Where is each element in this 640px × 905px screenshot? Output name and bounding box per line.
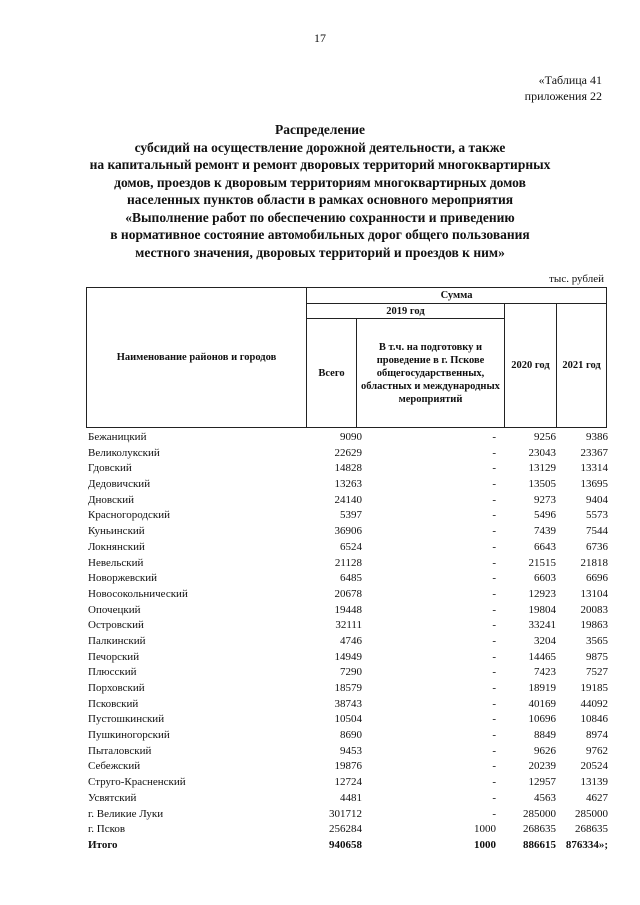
row-2021: 876334»; — [565, 838, 608, 851]
row-2020: 3204 — [534, 634, 556, 647]
row-2020: 6603 — [534, 572, 556, 585]
row-incl: - — [492, 556, 496, 569]
row-name: Дедовичский — [88, 478, 151, 491]
row-incl: - — [492, 634, 496, 647]
row-total: 13263 — [334, 478, 362, 491]
row-2021: 6696 — [586, 572, 608, 585]
row-2020: 5496 — [534, 509, 556, 522]
title-line: субсидий на осуществление дорожной деятельности, а также — [134, 139, 506, 155]
table-row — [88, 477, 608, 493]
row-total: 22629 — [334, 446, 362, 459]
row-name: Псковский — [88, 697, 139, 710]
row-name: Красногородский — [88, 509, 171, 522]
row-name: Новосокольнический — [88, 587, 188, 600]
row-name: Себежский — [88, 760, 141, 773]
header-total: Всего — [307, 319, 357, 428]
table-row — [88, 728, 608, 744]
row-2020: 9626 — [534, 744, 556, 757]
row-incl: - — [492, 509, 496, 522]
row-total: 38743 — [334, 697, 362, 710]
table-row — [88, 618, 608, 634]
table-row — [88, 822, 608, 838]
row-2021: 13104 — [580, 587, 608, 600]
row-2020: 8849 — [534, 729, 556, 742]
table-row — [88, 587, 608, 603]
row-incl: - — [492, 682, 496, 694]
row-2021: 4627 — [586, 791, 608, 804]
row-total: 19448 — [334, 603, 362, 616]
row-incl: - — [492, 760, 496, 773]
row-incl: - — [492, 540, 496, 553]
row-2021: 6736 — [586, 540, 608, 553]
header-2020: 2020 год — [505, 304, 557, 428]
table-row — [88, 461, 608, 477]
table-reference — [525, 72, 602, 104]
header-name: Наименование районов и городов — [87, 288, 307, 428]
row-total: 14828 — [334, 462, 362, 475]
row-2020: 23043 — [528, 446, 556, 459]
table-row — [88, 524, 608, 540]
row-2021: 20083 — [580, 603, 608, 616]
row-incl: - — [492, 603, 496, 616]
title-line: Распределение — [274, 122, 366, 137]
row-2021: 9404 — [586, 493, 608, 506]
row-2021: 5573 — [586, 509, 608, 522]
row-2021: 9762 — [586, 744, 608, 757]
row-incl: - — [492, 462, 496, 475]
row-name: Невельский — [88, 556, 144, 569]
row-incl: - — [492, 525, 496, 538]
row-total: 36906 — [334, 525, 362, 538]
row-total: 19876 — [334, 760, 362, 773]
row-2021: 13695 — [580, 478, 608, 491]
title-line: населенных пунктов области в рамках основного мероприятия — [126, 192, 514, 207]
row-2020: 285000 — [523, 807, 556, 820]
row-total: 256284 — [329, 823, 362, 836]
row-name: Бежаницкий — [88, 431, 147, 443]
row-incl: - — [492, 572, 496, 585]
table-row — [88, 712, 608, 728]
row-name: Опочецкий — [88, 603, 141, 616]
total-row — [88, 838, 608, 854]
row-2021: 268635 — [575, 823, 608, 836]
table-row — [88, 775, 608, 791]
row-incl: - — [492, 431, 496, 443]
table-ref-line-1: «Таблица 41 — [538, 73, 602, 87]
row-2021: 285000 — [575, 807, 608, 820]
header-incl: В т.ч. на подготовку и проведение в г. Пскове общегосударственных, областных и международных мероприятий — [357, 319, 505, 428]
row-2020: 9256 — [534, 431, 556, 443]
header-2019: 2019 год — [307, 304, 505, 319]
row-2021: 19185 — [580, 682, 608, 694]
row-total: 18579 — [334, 682, 362, 694]
row-incl: - — [492, 666, 496, 679]
row-2020: 40169 — [528, 697, 556, 710]
row-incl: - — [492, 493, 496, 506]
row-2020: 10696 — [528, 713, 556, 726]
row-total: 940658 — [329, 838, 362, 851]
row-total: 9453 — [340, 744, 362, 757]
row-total: 5397 — [340, 509, 362, 522]
row-2021: 3565 — [586, 634, 608, 647]
row-name: Великолукский — [88, 446, 160, 459]
row-name: Куньинский — [88, 525, 145, 538]
row-name: Усвятский — [88, 791, 137, 804]
row-total: 4481 — [340, 791, 362, 804]
row-incl: - — [492, 776, 496, 789]
row-total: 21128 — [334, 556, 362, 569]
row-total: 12724 — [334, 776, 362, 789]
row-total: 9090 — [340, 431, 362, 443]
row-2021: 8974 — [586, 729, 608, 742]
row-incl: - — [492, 807, 496, 820]
row-2021: 13314 — [580, 462, 608, 475]
row-2021: 23367 — [580, 446, 608, 459]
row-2021: 19863 — [580, 619, 608, 632]
row-incl: - — [492, 744, 496, 757]
row-incl: - — [492, 478, 496, 491]
row-incl: - — [492, 713, 496, 726]
row-total: 14949 — [334, 650, 362, 663]
row-incl: - — [492, 650, 496, 663]
table-row — [88, 556, 608, 572]
row-name: Пушкиногорский — [88, 729, 170, 742]
row-2020: 14465 — [528, 650, 556, 663]
row-incl: 1000 — [474, 823, 496, 836]
page-number: 17 — [314, 31, 326, 45]
row-incl: 1000 — [474, 838, 496, 851]
row-2020: 13505 — [528, 478, 556, 491]
row-incl: - — [492, 729, 496, 742]
row-2021: 44092 — [580, 697, 608, 710]
row-2020: 268635 — [523, 823, 556, 836]
title-line: на капитальный ремонт и ремонт дворовых территорий многоквартирных — [89, 157, 551, 172]
row-2020: 7439 — [534, 525, 556, 538]
row-2021: 9875 — [586, 650, 608, 663]
row-total: 8690 — [340, 729, 362, 742]
row-2020: 20239 — [528, 760, 556, 773]
row-name: Локнянский — [88, 540, 145, 553]
row-2020: 4563 — [534, 791, 556, 804]
row-name: Новоржевский — [88, 572, 158, 585]
row-name: г. Псков — [88, 823, 126, 836]
table-row — [88, 493, 608, 509]
row-2020: 9273 — [534, 493, 556, 506]
table-row — [88, 634, 608, 650]
row-2021: 9386 — [586, 431, 608, 443]
table-row — [88, 446, 608, 462]
table-row — [88, 744, 608, 760]
row-2020: 13129 — [528, 462, 556, 475]
table-header — [86, 287, 607, 428]
title-line: в нормативное состояние автомобильных дорог общего пользования — [110, 227, 530, 242]
title-line: домов, проездов к дворовым территориям многоквартирных домов — [114, 174, 526, 190]
table-row — [88, 540, 608, 556]
row-name: г. Великие Луки — [88, 807, 164, 820]
unit-label: тыс. рублей — [549, 273, 604, 285]
row-incl: - — [492, 446, 496, 459]
row-total: 7290 — [340, 666, 362, 679]
row-2021: 13139 — [580, 776, 608, 789]
row-2020: 6643 — [534, 540, 556, 553]
row-2021: 10846 — [580, 713, 608, 726]
row-2020: 12923 — [528, 587, 556, 600]
row-name: Палкинский — [88, 634, 146, 647]
title-line: «Выполнение работ по обеспечению сохранности и приведению — [125, 209, 515, 225]
row-2020: 7423 — [534, 666, 556, 679]
table-row — [88, 759, 608, 775]
table-row — [88, 508, 608, 524]
row-total: 10504 — [334, 713, 362, 726]
row-incl: - — [492, 697, 496, 710]
table-row — [88, 650, 608, 666]
row-name: Островский — [88, 619, 144, 632]
table-row — [88, 571, 608, 587]
table-row — [88, 807, 608, 823]
table-row — [88, 697, 608, 713]
document-title — [0, 121, 640, 261]
row-2021: 21818 — [580, 556, 608, 569]
row-total: 32111 — [335, 619, 362, 632]
row-name: Пыталовский — [88, 744, 152, 757]
row-2021: 20524 — [580, 760, 608, 773]
row-total: 6524 — [340, 540, 362, 553]
row-total: 6485 — [340, 572, 362, 585]
title-line: местного значения, дворовых территорий и проездов к ним» — [135, 244, 505, 260]
table-ref-line-2: приложения 22 — [524, 89, 602, 103]
row-2021: 7527 — [586, 666, 608, 679]
row-2020: 12957 — [528, 776, 556, 789]
row-incl: - — [492, 791, 496, 804]
row-name: Плюсский — [88, 666, 137, 679]
table-row — [88, 430, 608, 446]
row-2021: 7544 — [586, 525, 608, 538]
row-incl: - — [492, 587, 496, 600]
table-row — [88, 665, 608, 681]
row-total: 4746 — [340, 634, 362, 647]
row-2020: 886615 — [523, 838, 556, 851]
row-name: Печорский — [88, 650, 140, 663]
table-row — [88, 791, 608, 807]
table-body — [88, 430, 608, 854]
row-name: Дновский — [88, 493, 135, 506]
header-2021: 2021 год — [557, 304, 607, 428]
row-total: 24140 — [334, 493, 362, 506]
header-sum: Сумма — [307, 288, 607, 304]
row-incl: - — [492, 619, 496, 632]
table-row — [88, 603, 608, 619]
row-name: Пустошкинский — [88, 713, 165, 726]
row-2020: 18919 — [528, 682, 556, 694]
row-name: Струго-Красненский — [88, 776, 186, 789]
row-name: Гдовский — [88, 462, 132, 475]
table-row — [88, 681, 608, 697]
row-2020: 19804 — [528, 603, 556, 616]
row-2020: 21515 — [528, 556, 556, 569]
row-2020: 33241 — [528, 619, 556, 632]
row-total: 301712 — [329, 807, 362, 820]
row-total: 20678 — [334, 587, 362, 600]
row-name: Порховский — [88, 682, 145, 694]
row-name: Итого — [88, 838, 118, 851]
